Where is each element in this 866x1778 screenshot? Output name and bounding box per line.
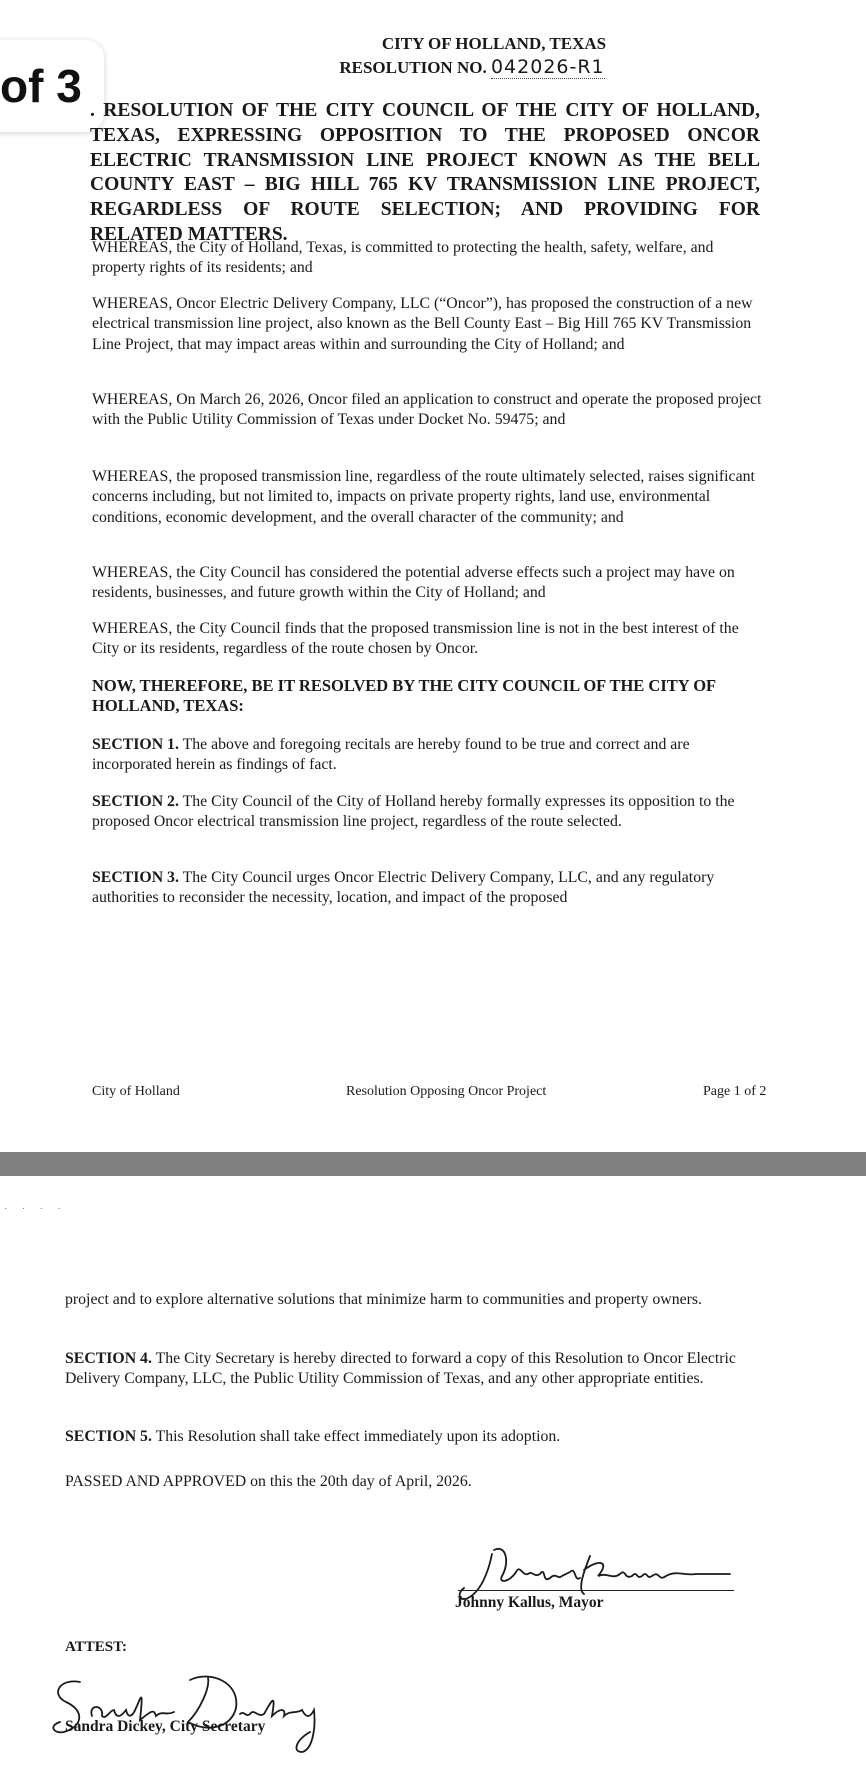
mayor-signature-line: [458, 1590, 734, 1591]
whereas-4: WHEREAS, the proposed transmission line, regardless of the route ultimately selected, raises significant concerns including, but not limited to, impacts on private property rights, land use, environmental conditions, economic development, and the overall character of the community; and: [92, 468, 755, 526]
footer-left: City of Holland: [92, 1084, 180, 1099]
section-4-label: SECTION 4.: [65, 1350, 152, 1367]
section-3-label: SECTION 3.: [92, 869, 179, 886]
whereas-3: WHEREAS, On March 26, 2026, Oncor filed an application to construct and operate the proposed project with the Public Utility Commission of Texas under Docket No. 59475; and: [92, 391, 762, 429]
whereas-1: WHEREAS, the City of Holland, Texas, is committed to protecting the health, safety, welfare, and property rights of its residents; and: [92, 239, 714, 277]
section-5-text: This Resolution shall take effect immediately upon its adoption.: [151, 1428, 561, 1445]
attest-label: ATTEST:: [65, 1639, 127, 1655]
section-1-label: SECTION 1.: [92, 736, 179, 753]
whereas-2: WHEREAS, Oncor Electric Delivery Company, LLC (“Oncor”), has proposed the construction of a new electrical transmission line project, also known as the Bell County East – Big Hill 765 KV Transmission Line Project, that may impact areas within and surrounding the City of Holland; and: [92, 295, 753, 353]
page-divider: [0, 1152, 866, 1176]
section-4: [65, 1349, 741, 1390]
footer-center: Resolution Opposing Oncor Project: [346, 1084, 547, 1099]
resolution-page-2: [0, 1176, 866, 1778]
mayor-name: Johnny Kallus, Mayor: [455, 1594, 604, 1611]
resolution-number-handwritten: 042026-R1: [490, 56, 605, 78]
section-1-text: The above and foregoing recitals are hereby found to be true and correct and are incorporated herein as findings of fact.: [92, 736, 690, 774]
section-5: [65, 1427, 741, 1447]
secretary-name: Sandra Dickey, City Secretary: [65, 1718, 266, 1735]
section-3-text: The City Council urges Oncor Electric Delivery Company, LLC, and any regulatory authorities to reconsider the necessity, location, and impact of the proposed: [92, 869, 715, 907]
resolution-title: . RESOLUTION OF THE CITY COUNCIL OF THE CITY OF HOLLAND, TEXAS, EXPRESSING OPPOSITION TO THE PROPOSED ONCOR ELECTRIC TRANSMISSION LINE PROJECT KNOWN AS THE BELL COUNTY EAST – BIG HILL 765 KV TRANSMISSION LINE PROJECT, REGARDLESS OF ROUTE SELECTION; AND PROVIDING FOR RELATED MATTERS.: [90, 100, 760, 245]
passed-approved-line: PASSED AND APPROVED on this the 20th day of April, 2026.: [65, 1473, 472, 1490]
scan-speckles: · · · ·: [4, 1204, 67, 1215]
footer-page-number: Page 1 of 2: [703, 1084, 767, 1099]
section-3-continuation: project and to explore alternative solutions that minimize harm to communities and property owners.: [65, 1291, 702, 1308]
section-1: [92, 735, 768, 776]
resolution-number-label: RESOLUTION NO.: [339, 58, 487, 77]
whereas-6: WHEREAS, the City Council finds that the proposed transmission line is not in the best interest of the City or its residents, regardless of the route chosen by Oncor.: [92, 620, 739, 658]
section-3: [92, 868, 768, 909]
resolution-number-line: [0, 56, 866, 78]
section-4-text: The City Secretary is hereby directed to forward a copy of this Resolution to Oncor Electric Delivery Company, LLC, the Public Utility Commission of Texas, and any other appropriate entities.: [65, 1350, 736, 1388]
secretary-handwritten-signature: [40, 1660, 340, 1760]
resolved-clause: NOW, THEREFORE, BE IT RESOLVED BY THE CITY COUNCIL OF THE CITY OF HOLLAND, TEXAS:: [92, 676, 716, 716]
section-2-label: SECTION 2.: [92, 793, 179, 810]
section-2: [92, 792, 768, 833]
whereas-5: WHEREAS, the City Council has considered the potential adverse effects such a project may have on residents, businesses, and future growth within the City of Holland; and: [92, 564, 735, 602]
section-5-label: SECTION 5.: [65, 1428, 152, 1445]
section-2-text: The City Council of the City of Holland hereby formally expresses its opposition to the proposed Oncor electrical transmission line project, regardless of the route selected.: [92, 793, 735, 831]
page-indicator-badge: of 3: [0, 40, 104, 132]
city-header: CITY OF HOLLAND, TEXAS: [381, 34, 607, 53]
